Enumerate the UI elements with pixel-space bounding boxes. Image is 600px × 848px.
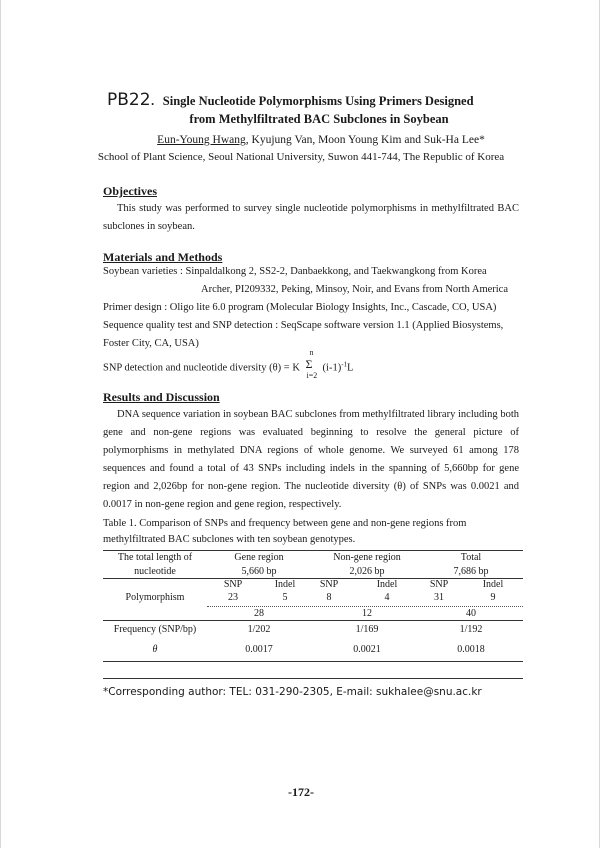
varieties-line-1: Soybean varieties : Sinpaldalkong 2, SS2-2, Danbaekkong, and Taekwangkong from Korea — [103, 266, 487, 277]
header-nongene-bp: 2,026 bp — [349, 566, 385, 577]
header-gene-bp: 5,660 bp — [241, 566, 277, 577]
results-text: DNA sequence variation in soybean BAC subclones from methylfiltrated library including both gene and non-gene regions was evaluated beginning to resolve the general picture of polymorphisms in methylated DNA regions of whole genome. We surveyed 61 among 178 sequences and found a total of 43 SNPs including indels in the spanning of 5,660bp for gene region and 2,026bp for non-gene region. The nucleotide diversity (θ) of SNPs was 0.0021 and 0.0017 in non-gene region and gene region, respectively. — [103, 409, 519, 510]
abstract-code: PB22 — [107, 90, 151, 110]
objectives-text: This study was performed to survey single nucleotide polymorphisms in methylfiltrated BAC subclones in soybean. — [103, 203, 519, 232]
total-indel-label: Indel — [482, 579, 504, 590]
formula-prefix: SNP detection and nucleotide diversity (θ) = K — [103, 362, 300, 374]
sequence-line-2: Foster City, CA, USA) — [103, 338, 199, 349]
diversity-formula — [103, 348, 354, 380]
polymorphism-dotted-rule — [207, 606, 523, 607]
nongene-theta: 0.0021 — [353, 644, 381, 655]
formula-suffix: L — [347, 362, 354, 374]
gene-frequency: 1/202 — [247, 624, 271, 635]
row-rule-1 — [103, 620, 523, 621]
affiliation: School of Plant Science, Seoul National University, Suwon 441-744, The Republic of Korea — [97, 151, 505, 163]
page-number: -172- — [288, 785, 314, 799]
summation-symbol — [303, 348, 323, 380]
formula-term: (i-1) — [322, 362, 342, 374]
table-caption: Table 1. Comparison of SNPs and frequency between gene and non-gene regions from methylfiltrated BAC subclones with ten soybean genotypes. — [103, 518, 467, 545]
sigma-glyph: Σ — [305, 357, 313, 371]
header-nongene-region: Non-gene region — [333, 552, 401, 563]
varieties-line-2: Archer, PI209332, Peking, Minsoy, Noir, and Evans from North America — [201, 284, 509, 295]
gene-indel-label: Indel — [274, 579, 296, 590]
total-theta: 0.0018 — [457, 644, 485, 655]
nongene-polymorphism-sum: 12 — [362, 608, 372, 619]
nongene-snp-count: 8 — [326, 592, 332, 603]
footnote-rule — [103, 678, 523, 679]
nongene-indel-count: 4 — [384, 592, 390, 603]
co-authors: , Kyujung Van, Moon Young Kim and Suk-Ha Lee* — [245, 134, 485, 146]
header-length-1: The total length of — [117, 552, 193, 563]
header-length-2: nucleotide — [134, 566, 176, 577]
title-line-2: from Methylfiltrated BAC Subclones in Soybean — [189, 112, 449, 126]
presenting-author: Eun-Young Hwang — [157, 134, 246, 146]
total-frequency: 1/192 — [459, 624, 483, 635]
abstract-code-dot: . — [150, 90, 155, 109]
title-line-1 — [107, 90, 474, 110]
snp-comparison-table — [103, 550, 523, 665]
row-theta-label: θ — [152, 644, 158, 655]
total-snp-count: 31 — [434, 592, 444, 603]
methods-heading: Materials and Methods — [103, 250, 223, 264]
sum-lower-limit: i=2 — [306, 371, 318, 380]
header-total: Total — [460, 552, 482, 563]
nongene-snp-label: SNP — [319, 579, 339, 590]
primer-design-line: Primer design : Oligo lite 6.0 program (Molecular Biology Insights, Inc., Cascade, CO, USA) — [103, 302, 497, 313]
total-snp-label: SNP — [429, 579, 449, 590]
results-heading: Results and Discussion — [103, 390, 220, 404]
objectives-heading: Objectives — [103, 184, 157, 198]
table-top-rule — [103, 550, 523, 551]
total-polymorphism-sum: 40 — [466, 608, 476, 619]
row-frequency-label: Frequency (SNP/bp) — [113, 624, 197, 635]
header-total-bp: 7,686 bp — [453, 566, 489, 577]
gene-snp-count: 23 — [228, 592, 238, 603]
corresponding-author-footnote: *Corresponding author: TEL: 031-290-2305, E-mail: sukhalee@snu.ac.kr — [103, 686, 482, 698]
row-polymorphism-label: Polymorphism — [125, 592, 185, 603]
gene-polymorphism-sum: 28 — [254, 608, 264, 619]
gene-theta: 0.0017 — [245, 644, 273, 655]
gene-snp-label: SNP — [223, 579, 243, 590]
author-list — [1, 134, 600, 146]
table-bottom-rule — [103, 661, 523, 662]
header-gene-region: Gene region — [234, 552, 284, 563]
sum-upper-limit: n — [309, 348, 314, 357]
sequence-line-1: Sequence quality test and SNP detection : SeqScape software version 1.1 (Applied Biosystems, — [103, 320, 504, 331]
formula-exponent: -1 — [341, 360, 348, 369]
gene-indel-count: 5 — [282, 592, 288, 603]
title-text-1: Single Nucleotide Polymorphisms Using Primers Designed — [162, 94, 474, 108]
total-indel-count: 9 — [490, 592, 496, 603]
nongene-indel-label: Indel — [376, 579, 398, 590]
nongene-frequency: 1/169 — [355, 624, 379, 635]
